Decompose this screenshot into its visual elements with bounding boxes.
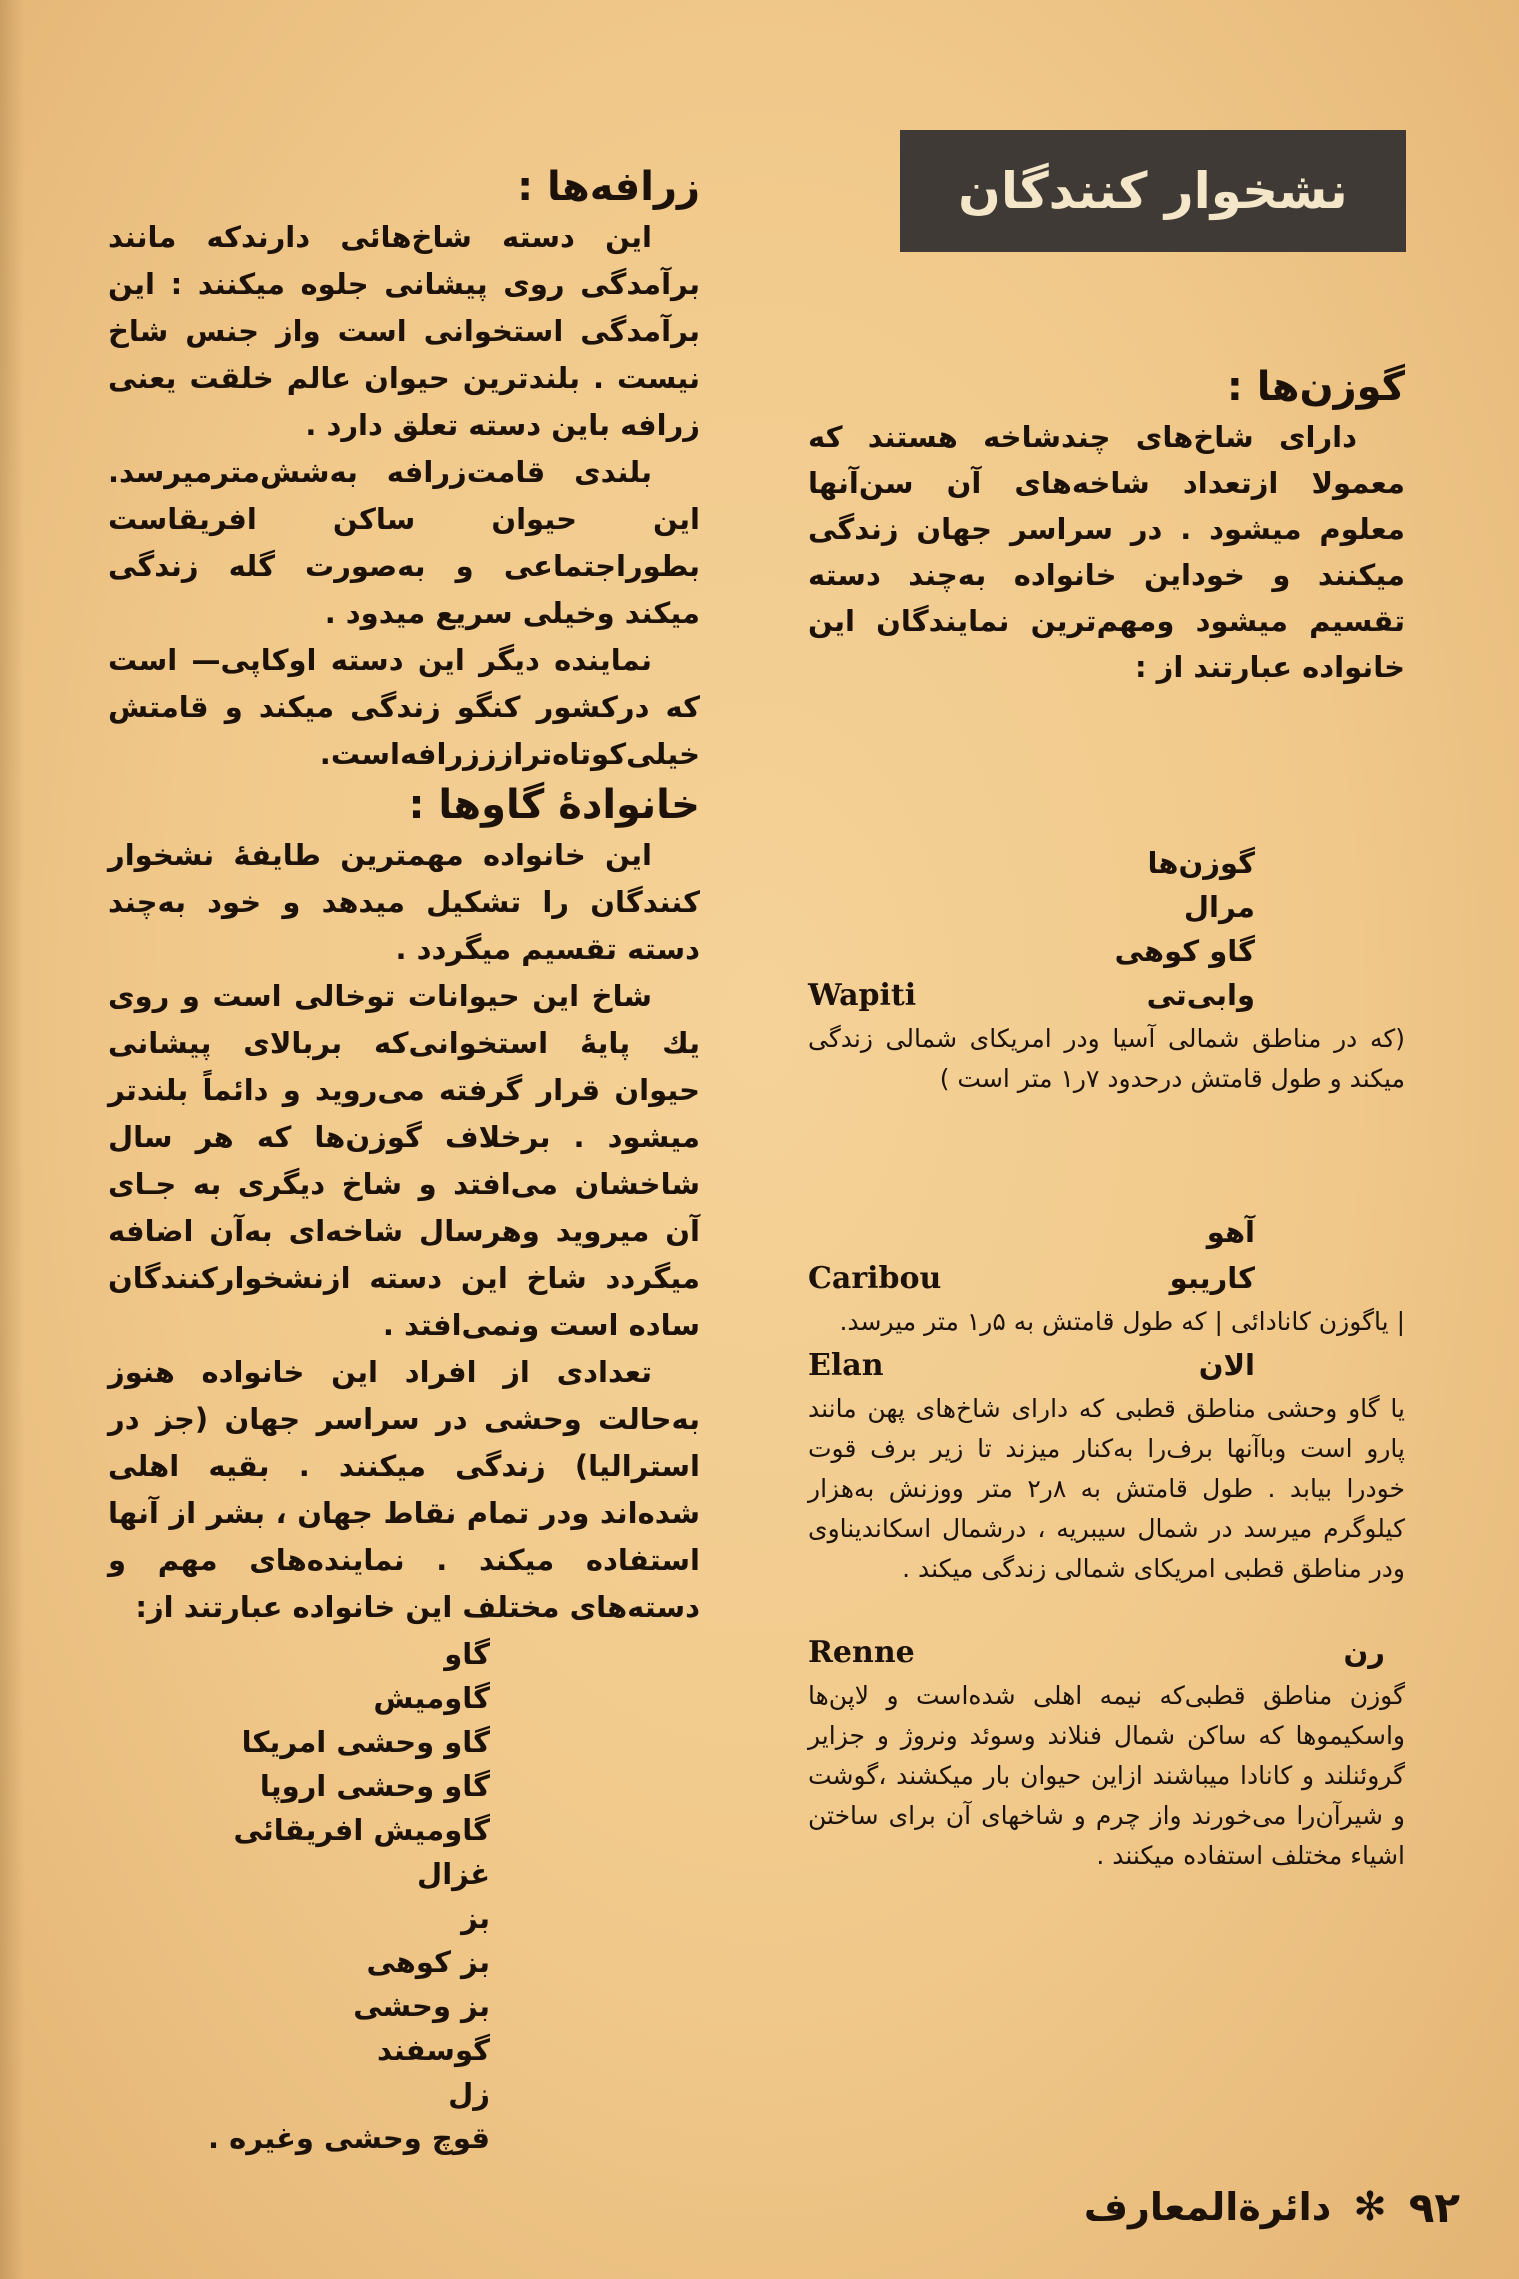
bovids-paragraph-3: تعدادی از افراد این خانواده هنوز به‌حالت وحشی در سراسر جهان (جز در استرالیا) زندگی میکنند . بقیه اهلی شده‌اند ودر تمام نقاط جهان ، بشر از آنها استفاده میکند . نماینده‌های مهم و دسته‌های مختلف این خانواده عبارتند از: (108, 1355, 700, 1624)
wapiti-name: وابی‌تی (1146, 978, 1255, 1012)
right-column (808, 360, 1405, 1876)
page-fold-shadow (0, 0, 24, 2279)
bovids-paragraph-2: شاخ این حیوانات توخالی است و روی یك پایهٔ استخوانی‌که بربالای پیشانی حیوان قرار گرفته می‌روید و دائماً بلندتر میشود . برخلاف گوزن‌ها که هر سال شاخشان می‌افتد و شاخ دیگری به جـای آن میروید وهرسال شاخه‌ای به‌آن اضافه میگردد شاخ این دسته ازنشخوارکنندگان ساده است ونمی‌افتد . (108, 979, 700, 1342)
deer-intro: دارای شاخ‌های چندشاخه هستند که معمولا ازتعداد شاخه‌های آن سن‌آنها معلوم میشود . در سراسر جهان زندگی میکنند و خوداین خانواده به‌چند دسته تقسیم میشود ومهم‌ترین نمایندگان این خانواده عبارتند از : (808, 420, 1405, 684)
giraffes-paragraph-2: بلندی قامت‌زرافه به‌شش‌مترمیرسد. این حیوان ساکن افریقاست بطوراجتماعی و به‌صورت گله زندگی میکند وخیلی سریع میدود . (108, 455, 700, 630)
bovids-paragraph-1: این خانواده مهمترین طایفهٔ نشخوار کنندگان را تشکیل میدهد و خود به‌چند دسته تقسیم میگردد . (108, 838, 700, 966)
list-item: زل (448, 2077, 490, 2111)
caribou-name: کاریبو (1169, 1261, 1255, 1295)
deer-group-list (808, 840, 1255, 972)
bovids-heading: خانوادهٔ گاوها : (408, 782, 700, 828)
star-separator-icon: ✻ (1353, 2184, 1387, 2230)
elan-text: یا گاو وحشی مناطق قطبی که دارای شاخ‌های پهن مانند پارو است وباآنها برف‌را به‌کنار میزند تا زیر برف قوت خودرا بیابد . طول قامتش به ۸ر۲ متر ووزنش به‌هزار کیلوگرم میرسد در شمال سیبریه ، درشمال اسکاندیناوی ودر مناطق قطبی امریکای شمالی زندگی میکند . (808, 1394, 1405, 1583)
page-footer (1040, 2172, 1460, 2242)
title-box (900, 130, 1406, 252)
list-item: بز کوهی (366, 1945, 490, 1979)
list-item: گاو (444, 1637, 490, 1671)
list-item: قوچ وحشی وغیره . (208, 2121, 490, 2155)
list-item: بز (461, 1901, 490, 1935)
deer-heading: گوزن‌ها : (1226, 364, 1405, 410)
giraffes-paragraph-1: این دسته شاخ‌هائی دارندکه مانند برآمدگی روی پیشانی جلوه میکنند : این برآمدگی استخوانی است واز جنس شاخ نیست . بلندترین حیوان عالم خلقت یعنی زرافه باین دسته تعلق دارد . (108, 220, 700, 442)
list-item: گاو وحشی اروپا (259, 1769, 490, 1803)
page-number: ۹۲ (1408, 2182, 1460, 2232)
wapiti-entry (808, 972, 1405, 1099)
wapiti-latin: Wapiti (808, 978, 917, 1013)
list-item: گاومیش افریقائی (233, 1813, 490, 1847)
renne-text: گوزن مناطق قطبی‌که نیمه اهلی شده‌است و لاپن‌ها واسکیموها که ساکن شمال فنلاند وسوئد ونروژ و جزایر گروئنلند و کانادا میباشند ازاین حیوان بار میکشند ،گوشت و شیرآن‌را می‌خورند واز چرم و شاخهای آن برای ساختن اشیاء مختلف استفاده میکنند . (808, 1681, 1405, 1870)
caribou-text: | یاگوزن کانادائی | که طول قامتش به‌ ۵ر۱ متر میرسد. (839, 1307, 1405, 1336)
list-item: گوسفند (376, 2033, 490, 2067)
caribou-latin: Caribou (808, 1261, 942, 1296)
bovids-list (108, 1631, 490, 2159)
book-title: دائرة‌المعارف (1083, 2185, 1332, 2229)
list-item: گوزن‌ها (1147, 846, 1255, 880)
list-item: مرال (1183, 890, 1255, 924)
page-title: نشخوار کنندگان (958, 162, 1348, 220)
list-item: گاو وحشی امریکا (241, 1725, 490, 1759)
list-item: گاومیش (373, 1681, 490, 1715)
renne-latin: Renne (808, 1635, 915, 1670)
ahu-item: آهو (1206, 1215, 1255, 1249)
caribou-entry (808, 1255, 1405, 1342)
left-column (108, 160, 700, 2159)
list-item: غزال (417, 1857, 490, 1891)
giraffes-paragraph-3: نماینده دیگر این دسته اوکاپی— است که درکشور کنگو زندگی میکند و قامتش خیلی‌کوتاه‌ترازززرافه‌است. (108, 643, 700, 771)
elan-latin: Elan (808, 1348, 884, 1383)
renne-entry (808, 1629, 1405, 1876)
list-item: بز وحشی (353, 1989, 490, 2023)
wapiti-text: (که در مناطق شمالی آسیا ودر امریکای شمالی زندگی میکند و طول قامتش درحدود ۷ر۱ متر است ) (808, 1024, 1405, 1093)
elan-entry (808, 1342, 1405, 1589)
renne-name: رن (1343, 1635, 1385, 1669)
elan-name: الان (1198, 1348, 1255, 1382)
list-item: گاو کوهی (1114, 934, 1255, 968)
giraffes-heading: زرافه‌ها : (517, 164, 700, 210)
